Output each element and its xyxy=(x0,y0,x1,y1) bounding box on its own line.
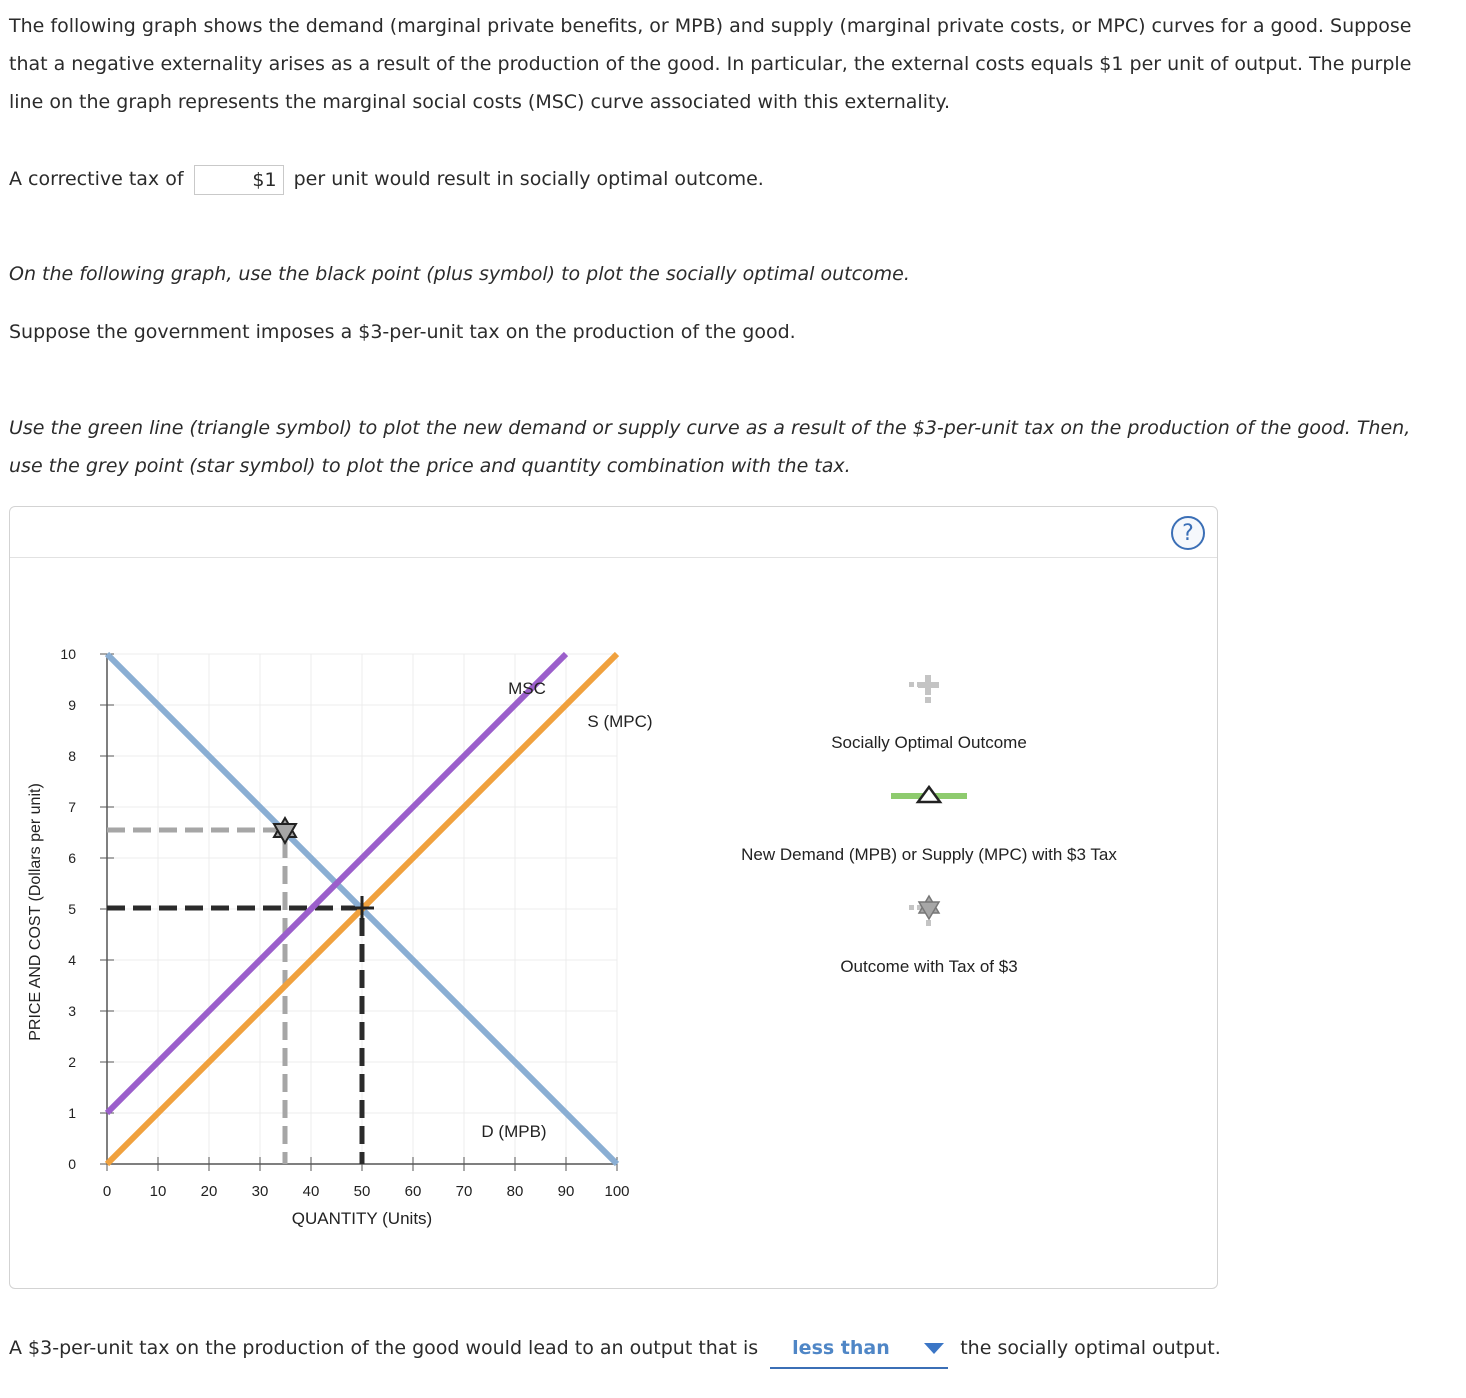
demand-curve-label: D (MPB) xyxy=(481,1122,547,1141)
tax-supposition: Suppose the government imposes a $3-per-unit tax on the production of the good. xyxy=(9,321,796,343)
legend-socially-optimal-label: Socially Optimal Outcome xyxy=(831,733,1027,752)
y-tick-label: 2 xyxy=(68,1054,76,1070)
x-tick-label: 50 xyxy=(353,1183,371,1200)
y-tick-label: 6 xyxy=(68,850,76,866)
y-tick-label: 1 xyxy=(68,1105,76,1121)
legend-plus-tool[interactable] xyxy=(909,675,939,703)
x-tick-label: 10 xyxy=(149,1183,167,1200)
y-tick-label: 3 xyxy=(68,1003,76,1019)
legend-triangle-line-tool[interactable] xyxy=(891,787,967,802)
tax-outcome-droplines xyxy=(107,830,285,1164)
conclusion-after: the socially optimal output. xyxy=(960,1337,1221,1359)
intro-text: The following graph shows the demand (marginal private benefits, or MPB) and supply (marginal private costs, or MPC) curves for a good. Suppose that a negative externality arises as a result of the production of the good. In particular, the external costs equals $1 per unit of output. The purple line on the graph represents the marginal social costs (MSC) curve associated with this externality. xyxy=(9,15,1412,113)
x-tick-label: 30 xyxy=(251,1183,269,1200)
green-line-instruction: Use the green line (triangle symbol) to plot the new demand or supply curve as a result of the $3-per-unit tax on the production of the good. Then, use the grey point (star symbol) to plot the price and quantity combination with the tax. xyxy=(9,417,1411,477)
conclusion-sentence xyxy=(9,1329,1221,1369)
x-tick-label: 100 xyxy=(604,1183,630,1200)
x-tick-label: 20 xyxy=(200,1183,218,1200)
y-tick-label: 8 xyxy=(68,748,76,764)
y-tick-label: 0 xyxy=(68,1156,76,1172)
legend-tax-outcome-label: Outcome with Tax of $3 xyxy=(840,957,1018,976)
x-tick-label: 60 xyxy=(404,1183,422,1200)
conclusion-before: A $3-per-unit tax on the production of the good would lead to an output that is xyxy=(9,1337,759,1359)
tax-question-after: per unit would result in socially optimal outcome. xyxy=(293,168,764,190)
y-axis-label: PRICE AND COST (Dollars per unit) xyxy=(27,783,44,1041)
corrective-tax-input[interactable]: $1 xyxy=(194,165,284,195)
x-axis-label: QUANTITY (Units) xyxy=(291,1209,433,1228)
y-tick-label: 9 xyxy=(68,697,76,713)
x-tick-label: 90 xyxy=(557,1183,575,1200)
x-tick-label: 0 xyxy=(102,1183,112,1200)
tax-question-before: A corrective tax of xyxy=(9,168,184,190)
x-tick-label: 40 xyxy=(302,1183,320,1200)
legend-new-curve-label: New Demand (MPB) or Supply (MPC) with $3 Tax xyxy=(741,845,1117,864)
plot-instruction: On the following graph, use the black point (plus symbol) to plot the socially optimal outcome. xyxy=(9,263,910,285)
msc-curve-label: MSC xyxy=(508,679,546,698)
supply-curve-label: S (MPC) xyxy=(587,712,653,731)
y-tick-label: 10 xyxy=(60,646,76,662)
comparison-dropdown[interactable] xyxy=(770,1329,948,1369)
dropdown-arrow-icon xyxy=(924,1343,944,1354)
help-icon[interactable]: ? xyxy=(1171,516,1205,550)
legend-star-tool[interactable] xyxy=(909,896,939,926)
y-tick-label: 7 xyxy=(68,799,76,815)
comparison-selected-value: less than xyxy=(792,1337,890,1359)
x-tick-label: 80 xyxy=(506,1183,524,1200)
y-tick-label: 4 xyxy=(68,952,76,968)
y-tick-label: 5 xyxy=(68,901,76,917)
x-tick-label: 70 xyxy=(455,1183,473,1200)
